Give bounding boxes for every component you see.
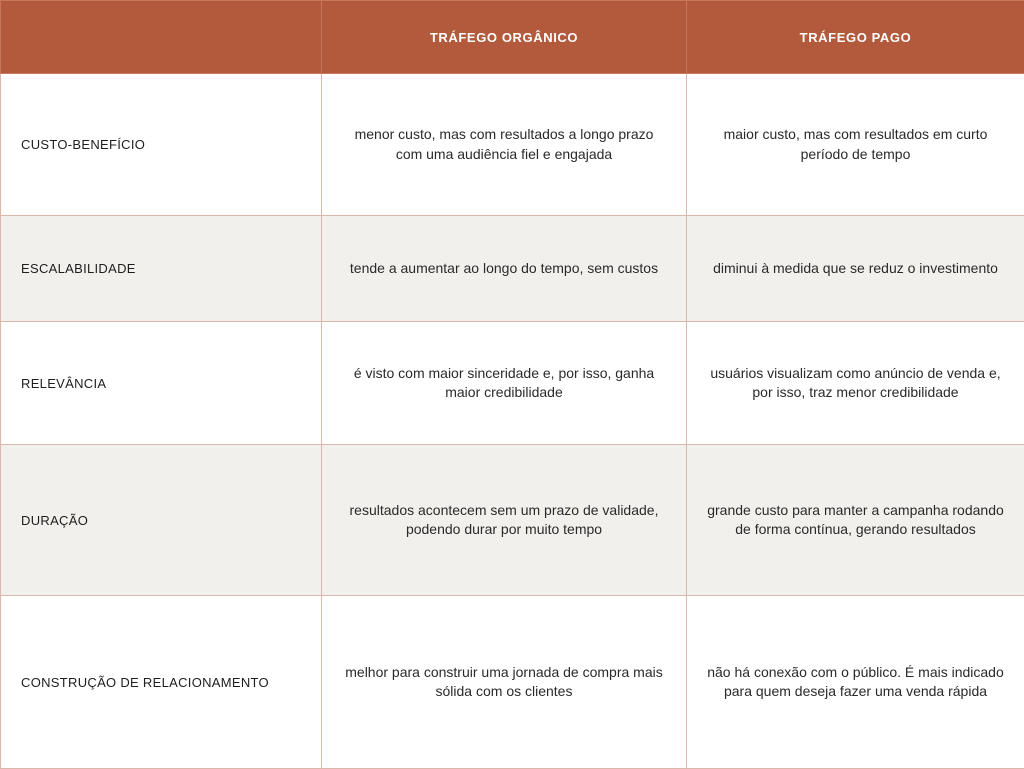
header-empty-cell bbox=[1, 1, 322, 74]
paid-cell: não há conexão com o público. É mais indicado para quem deseja fazer uma venda rápida bbox=[687, 596, 1024, 769]
table-body bbox=[1, 74, 1024, 769]
organic-cell: resultados acontecem sem um prazo de validade, podendo durar por muito tempo bbox=[322, 445, 687, 596]
paid-cell: usuários visualizam como anúncio de venda e, por isso, traz menor credibilidade bbox=[687, 322, 1024, 445]
paid-cell: maior custo, mas com resultados em curto período de tempo bbox=[687, 74, 1024, 216]
paid-cell: grande custo para manter a campanha rodando de forma contínua, gerando resultados bbox=[687, 445, 1024, 596]
table-row bbox=[1, 445, 1024, 596]
organic-cell: é visto com maior sinceridade e, por isso, ganha maior credibilidade bbox=[322, 322, 687, 445]
row-label: CUSTO-BENEFÍCIO bbox=[1, 74, 322, 216]
row-label: RELEVÂNCIA bbox=[1, 322, 322, 445]
table-row bbox=[1, 596, 1024, 769]
table-row bbox=[1, 216, 1024, 322]
header-paid-traffic: TRÁFEGO PAGO bbox=[687, 1, 1024, 74]
table-row bbox=[1, 74, 1024, 216]
organic-cell: melhor para construir uma jornada de compra mais sólida com os clientes bbox=[322, 596, 687, 769]
header-row bbox=[1, 1, 1024, 74]
organic-cell: tende a aumentar ao longo do tempo, sem custos bbox=[322, 216, 687, 322]
paid-cell: diminui à medida que se reduz o investimento bbox=[687, 216, 1024, 322]
organic-cell: menor custo, mas com resultados a longo prazo com uma audiência fiel e engajada bbox=[322, 74, 687, 216]
table-row bbox=[1, 322, 1024, 445]
row-label: CONSTRUÇÃO DE RELACIONAMENTO bbox=[1, 596, 322, 769]
row-label: DURAÇÃO bbox=[1, 445, 322, 596]
row-label: ESCALABILIDADE bbox=[1, 216, 322, 322]
header-organic-traffic: TRÁFEGO ORGÂNICO bbox=[322, 1, 687, 74]
table-header bbox=[1, 1, 1024, 74]
